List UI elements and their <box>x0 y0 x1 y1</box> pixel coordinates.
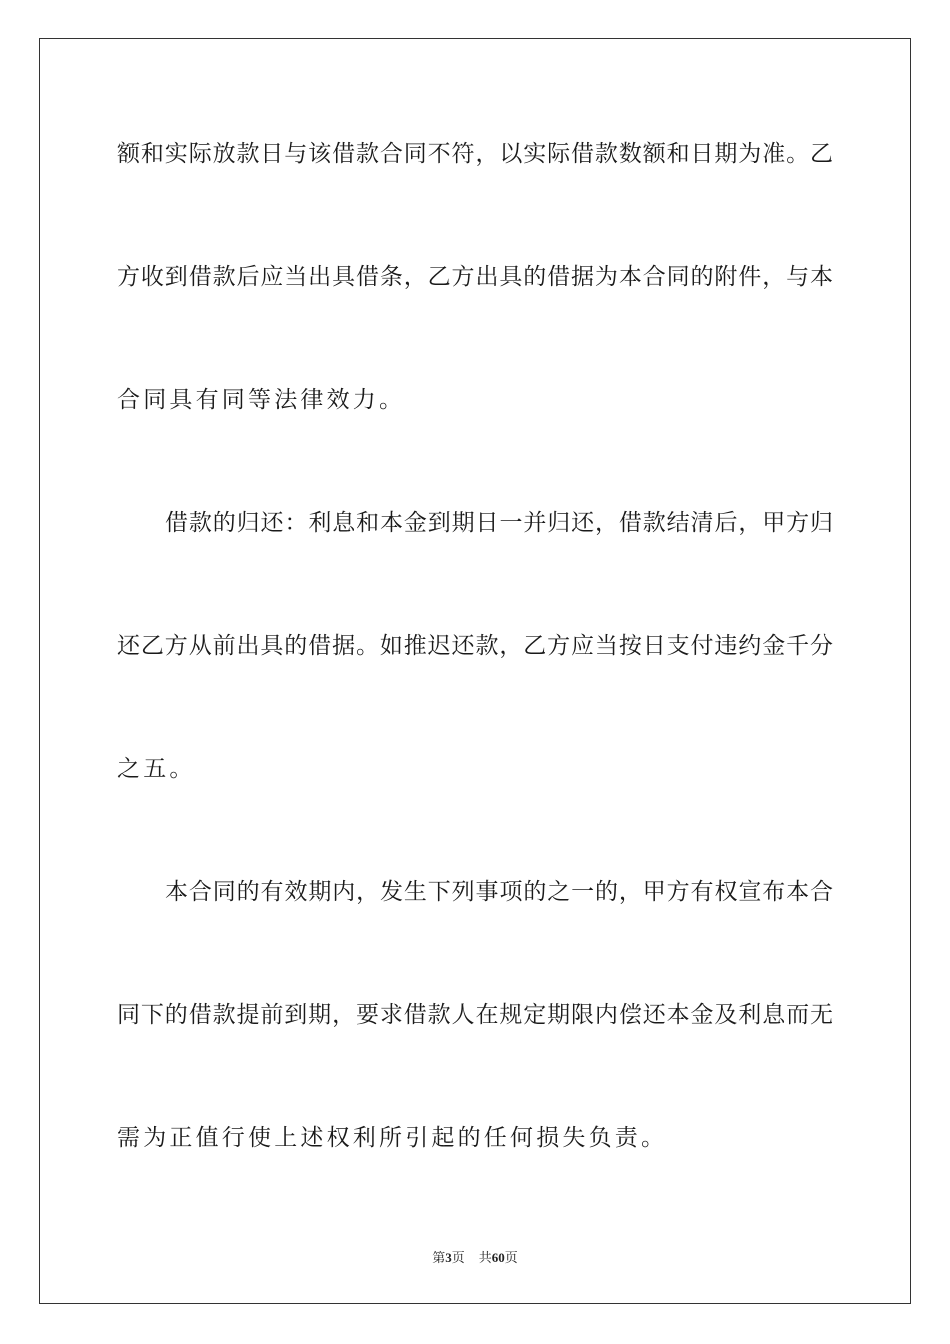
text-line-5: 还乙方从前出具的借据。如推迟还款，乙方应当按日支付违约金千分 <box>117 633 833 659</box>
text-line-8: 同下的借款提前到期，要求借款人在规定期限内偿还本金及利息而无 <box>117 1002 833 1028</box>
text-line-6: 之五。 <box>117 756 196 782</box>
page-footer <box>0 1250 950 1267</box>
text-line-1: 额和实际放款日与该借款合同不符，以实际借款数额和日期为准。乙 <box>117 141 833 167</box>
footer-page-suffix: 页 <box>451 1251 465 1266</box>
page-border <box>39 38 911 1304</box>
text-line-4: 借款的归还：利息和本金到期日一并归还，借款结清后，甲方归 <box>165 510 833 536</box>
footer-page-number: 3 <box>445 1250 452 1265</box>
text-line-9: 需为正值行使上述权利所引起的任何损失负责。 <box>117 1125 668 1151</box>
text-line-7: 本合同的有效期内，发生下列事项的之一的，甲方有权宣布本合 <box>165 879 833 905</box>
footer-total-suffix: 页 <box>504 1251 518 1266</box>
text-line-3: 合同具有同等法律效力。 <box>117 387 406 413</box>
text-line-2: 方收到借款后应当出具借条，乙方出具的借据为本合同的附件，与本 <box>117 264 833 290</box>
footer-total-pages: 60 <box>491 1250 505 1265</box>
footer-total-prefix: 共 <box>478 1251 492 1266</box>
footer-page-prefix: 第 <box>432 1251 446 1266</box>
